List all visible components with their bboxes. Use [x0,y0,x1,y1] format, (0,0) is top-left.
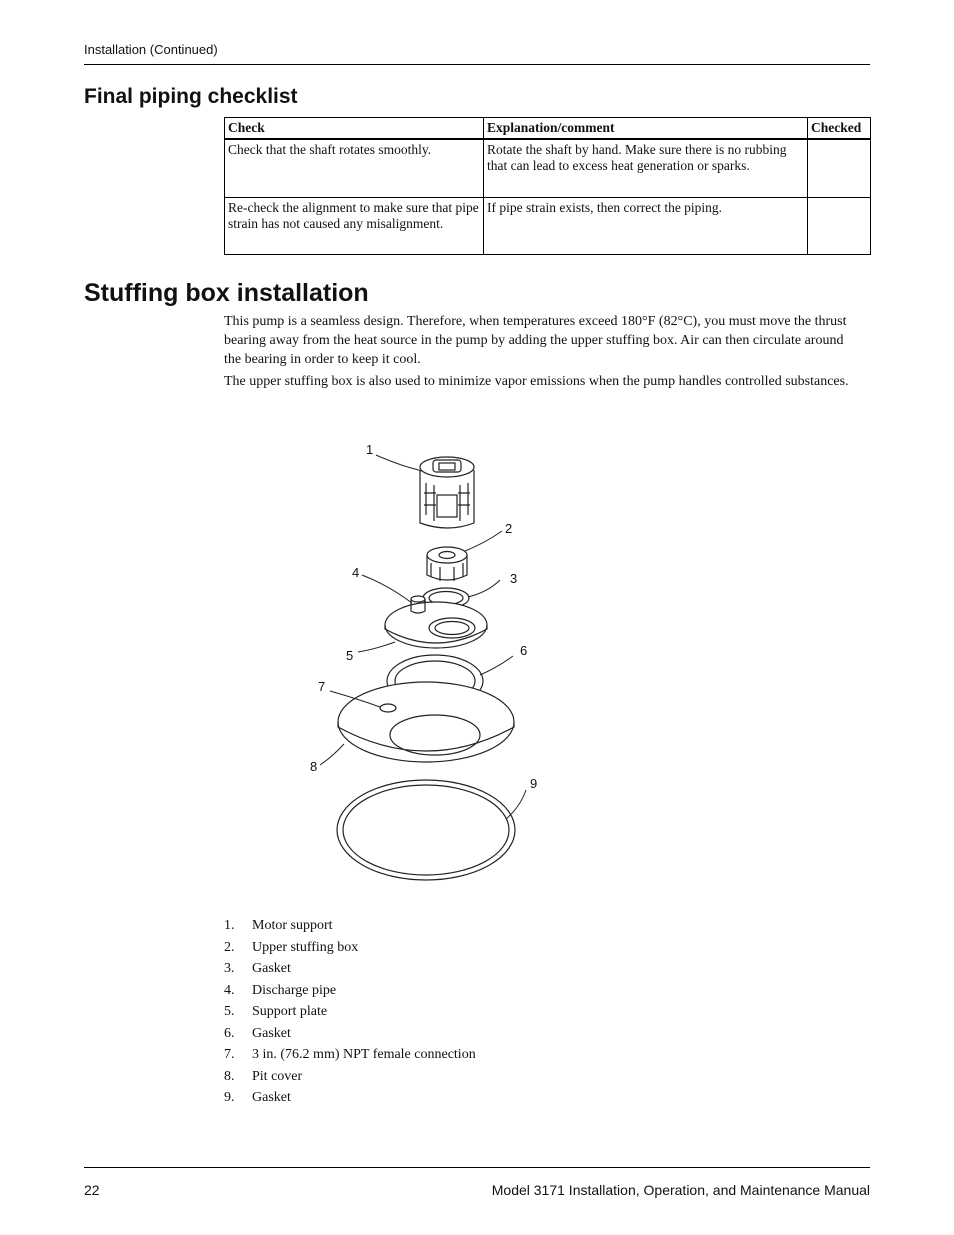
list-item-number: 1. [224,918,235,933]
pit-cover-part [338,682,514,762]
list-item-label: Support plate [252,1004,328,1019]
list-item-number: 8. [224,1068,235,1084]
running-header: Installation (Continued) [84,42,218,57]
list-item [224,958,476,980]
intro-paragraph: This pump is a seamless design. Therefore, when temperatures exceed 180°F (82°C), you must move the thrust bearing away from the heat source in the pump by adding the upper stuffing box. Air can then circulate around the bearing in order to keep it cool. [224,314,847,367]
list-item-number: 7. [224,1047,235,1062]
list-item-number: 6. [224,1025,235,1041]
checked-cell[interactable] [808,139,871,198]
list-item-number: 4. [224,982,235,998]
table-row [225,139,871,198]
gasket-9-part [337,780,515,880]
list-item-label: Gasket [252,1025,291,1041]
piping-checklist-table [224,117,871,255]
list-item-label: Gasket [252,961,291,976]
list-item [224,1087,476,1109]
list-item-number: 3. [224,961,235,976]
explanation-cell: Rotate the shaft by hand. Make sure there is no rubbing that can lead to excess heat generation or sparks. [484,139,808,198]
list-item [224,980,476,1002]
check-cell: Re-check the alignment to make sure that pipe strain has not caused any misalignment. [225,198,484,255]
list-item [224,937,476,959]
parts-legend-list [224,915,476,1109]
column-header-checked: Checked [808,118,871,140]
list-item-label: Gasket [252,1090,291,1105]
callout-6-label: 6 [520,643,528,658]
page-number: 22 [84,1182,100,1198]
column-header-check: Check [225,118,484,140]
column-header-explanation: Explanation/comment [484,118,808,140]
list-item-label: Upper stuffing box [252,939,359,955]
final-piping-checklist-heading: Final piping checklist [84,85,298,108]
callout-5-label: 5 [346,648,354,663]
list-item-number: 9. [224,1090,235,1105]
vapor-paragraph: The upper stuffing box is also used to minimize vapor emissions when the pump handles controlled substances. [224,374,849,389]
list-item [224,1044,476,1066]
motor-support-part [420,457,474,528]
stuffing-box-installation-heading: Stuffing box installation [84,279,369,307]
check-cell: Check that the shaft rotates smoothly. [225,139,484,198]
list-item [224,915,476,937]
list-item [224,1066,476,1088]
callout-9-label: 9 [530,776,538,791]
table-row [225,198,871,255]
manual-title: Model 3171 Installation, Operation, and Maintenance Manual [491,1182,870,1198]
callout-1-label: 1 [366,442,374,457]
list-item-label: 3 in. (76.2 mm) NPT female connection [252,1047,476,1062]
list-item-label: Discharge pipe [252,982,337,998]
table-header-row [225,118,871,140]
list-item-number: 5. [224,1004,235,1019]
callout-4-label: 4 [352,565,360,580]
support-plate-part [385,596,487,648]
list-item [224,1001,476,1023]
callout-2-label: 2 [505,521,513,536]
list-item-label: Pit cover [252,1068,303,1084]
callout-3-label: 3 [510,571,518,586]
list-item-number: 2. [224,939,235,955]
upper-stuffing-box-part [427,547,467,581]
explanation-cell: If pipe strain exists, then correct the piping. [484,198,808,255]
list-item [224,1023,476,1045]
list-item-label: Motor support [252,918,333,933]
header-rule [84,64,870,65]
footer-rule [84,1167,870,1168]
callout-7-label: 7 [318,679,326,694]
checked-cell[interactable] [808,198,871,255]
callout-8-label: 8 [310,759,318,774]
stuffing-box-exploded-diagram [300,435,560,895]
